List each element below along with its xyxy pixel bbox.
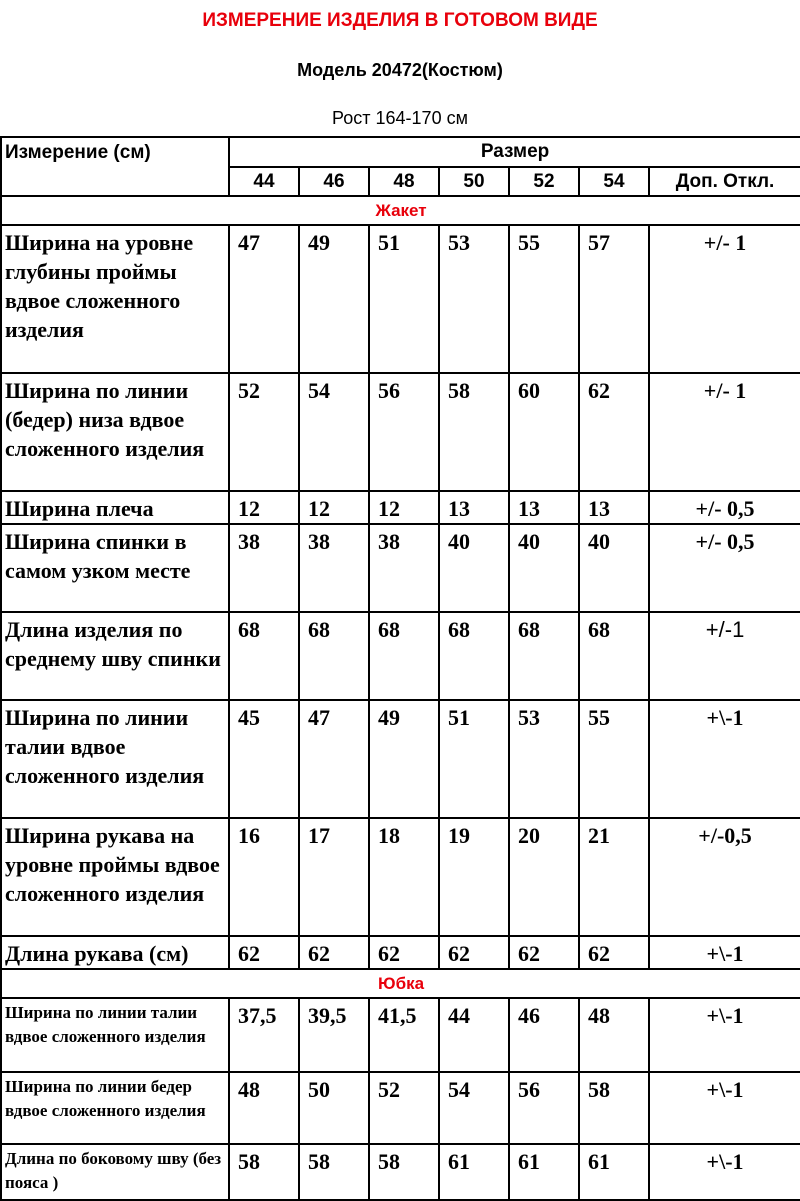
table-row: [1, 225, 800, 373]
size-value-cell: 44: [439, 998, 509, 1072]
size-header: Размер: [229, 137, 800, 167]
size-value-cell: 45: [229, 700, 299, 818]
measurement-label: Ширина по линии талии вдвое сложенного изделия: [1, 700, 229, 818]
size-value-cell: 47: [229, 225, 299, 373]
size-value-cell: 55: [579, 700, 649, 818]
measurement-label: Ширина спинки в самом узком месте: [1, 524, 229, 612]
size-value-cell: 68: [509, 612, 579, 700]
size-value-cell: 37,5: [229, 998, 299, 1072]
tolerance-cell: +\-1: [649, 1144, 800, 1200]
size-value-cell: 12: [229, 491, 299, 524]
size-value-cell: 58: [439, 373, 509, 491]
table-row: [1, 936, 800, 969]
table-row: [1, 1144, 800, 1200]
size-value-cell: 57: [579, 225, 649, 373]
table-row: [1, 700, 800, 818]
size-value-cell: 53: [439, 225, 509, 373]
tolerance-cell: +\-1: [649, 998, 800, 1072]
tolerance-cell: +/- 0,5: [649, 524, 800, 612]
size-value-cell: 58: [369, 1144, 439, 1200]
size-value-cell: 46: [509, 998, 579, 1072]
measurement-label: Длина по боковому шву (без пояса ): [1, 1144, 229, 1200]
measurement-label: Ширина на уровне глубины проймы вдвое сложенного изделия: [1, 225, 229, 373]
size-value-cell: 38: [299, 524, 369, 612]
measurement-label: Ширина по линии талии вдвое сложенного изделия: [1, 998, 229, 1072]
height-range: Рост 164-170 см: [332, 108, 468, 128]
size-value-cell: 48: [229, 1072, 299, 1144]
size-value-cell: 19: [439, 818, 509, 936]
size-value-cell: 68: [439, 612, 509, 700]
table-row: [1, 1072, 800, 1144]
size-value-cell: 62: [229, 936, 299, 969]
size-value-cell: 56: [369, 373, 439, 491]
measurements-table: [0, 136, 800, 1201]
size-value-cell: 62: [509, 936, 579, 969]
size-value-cell: 51: [369, 225, 439, 373]
tolerance-cell: +/- 1: [649, 225, 800, 373]
size-value-cell: 21: [579, 818, 649, 936]
size-value-cell: 61: [509, 1144, 579, 1200]
tolerance-cell: +\-1: [649, 700, 800, 818]
size-value-cell: 53: [509, 700, 579, 818]
size-value-cell: 40: [439, 524, 509, 612]
size-value-cell: 40: [579, 524, 649, 612]
size-value-cell: 62: [439, 936, 509, 969]
size-value-cell: 39,5: [299, 998, 369, 1072]
table-row: [1, 818, 800, 936]
size-value-cell: 20: [509, 818, 579, 936]
size-value-cell: 52: [229, 373, 299, 491]
tolerance-cell: +/-0,5: [649, 818, 800, 936]
size-value-cell: 41,5: [369, 998, 439, 1072]
size-value-cell: 13: [509, 491, 579, 524]
size-value-cell: 49: [299, 225, 369, 373]
size-col-header: 46: [299, 167, 369, 196]
section-title-jacket: Жакет: [1, 196, 800, 225]
size-value-cell: 13: [439, 491, 509, 524]
measurement-label: Длина изделия по среднему шву спинки: [1, 612, 229, 700]
measurement-label: Ширина плеча: [1, 491, 229, 524]
size-value-cell: 12: [369, 491, 439, 524]
size-value-cell: 17: [299, 818, 369, 936]
section-title-skirt: Юбка: [1, 969, 800, 998]
size-value-cell: 62: [579, 373, 649, 491]
size-value-cell: 62: [579, 936, 649, 969]
size-value-cell: 18: [369, 818, 439, 936]
size-value-cell: 60: [509, 373, 579, 491]
size-value-cell: 68: [369, 612, 439, 700]
size-value-cell: 54: [299, 373, 369, 491]
size-value-cell: 62: [369, 936, 439, 969]
size-value-cell: 52: [369, 1072, 439, 1144]
size-col-header: 44: [229, 167, 299, 196]
size-value-cell: 50: [299, 1072, 369, 1144]
size-value-cell: 16: [229, 818, 299, 936]
size-col-header: 48: [369, 167, 439, 196]
size-value-cell: 56: [509, 1072, 579, 1144]
tolerance-cell: +/- 0,5: [649, 491, 800, 524]
size-value-cell: 61: [439, 1144, 509, 1200]
table-row: [1, 998, 800, 1072]
measurement-label: Ширина по линии бедер вдвое сложенного изделия: [1, 1072, 229, 1144]
tolerance-cell: +\-1: [649, 1072, 800, 1144]
size-value-cell: 13: [579, 491, 649, 524]
size-value-cell: 68: [229, 612, 299, 700]
size-value-cell: 49: [369, 700, 439, 818]
measurement-label: Ширина рукава на уровне проймы вдвое сложенного изделия: [1, 818, 229, 936]
size-value-cell: 54: [439, 1072, 509, 1144]
size-value-cell: 48: [579, 998, 649, 1072]
table-row: [1, 612, 800, 700]
tolerance-header: Доп. Откл.: [649, 167, 800, 196]
size-value-cell: 68: [299, 612, 369, 700]
size-value-cell: 58: [299, 1144, 369, 1200]
model-name: Модель 20472(Костюм): [297, 60, 503, 80]
measure-header: Измерение (см): [1, 137, 229, 196]
size-col-header: 54: [579, 167, 649, 196]
size-value-cell: 38: [229, 524, 299, 612]
table-row: [1, 524, 800, 612]
size-value-cell: 40: [509, 524, 579, 612]
size-value-cell: 68: [579, 612, 649, 700]
size-value-cell: 55: [509, 225, 579, 373]
size-value-cell: 58: [229, 1144, 299, 1200]
size-value-cell: 12: [299, 491, 369, 524]
table-row: [1, 373, 800, 491]
tolerance-cell: +/-1: [649, 612, 800, 700]
tolerance-cell: +\-1: [649, 936, 800, 969]
size-value-cell: 51: [439, 700, 509, 818]
size-value-cell: 62: [299, 936, 369, 969]
page-title: ИЗМЕРЕНИЕ ИЗДЕЛИЯ В ГОТОВОМ ВИДЕ: [202, 10, 598, 31]
size-value-cell: 47: [299, 700, 369, 818]
size-value-cell: 38: [369, 524, 439, 612]
measurement-label: Длина рукава (см): [1, 936, 229, 969]
tolerance-cell: +/- 1: [649, 373, 800, 491]
size-col-header: 50: [439, 167, 509, 196]
size-value-cell: 58: [579, 1072, 649, 1144]
size-col-header: 52: [509, 167, 579, 196]
measurement-label: Ширина по линии (бедер) низа вдвое сложенного изделия: [1, 373, 229, 491]
size-value-cell: 61: [579, 1144, 649, 1200]
table-row: [1, 491, 800, 524]
